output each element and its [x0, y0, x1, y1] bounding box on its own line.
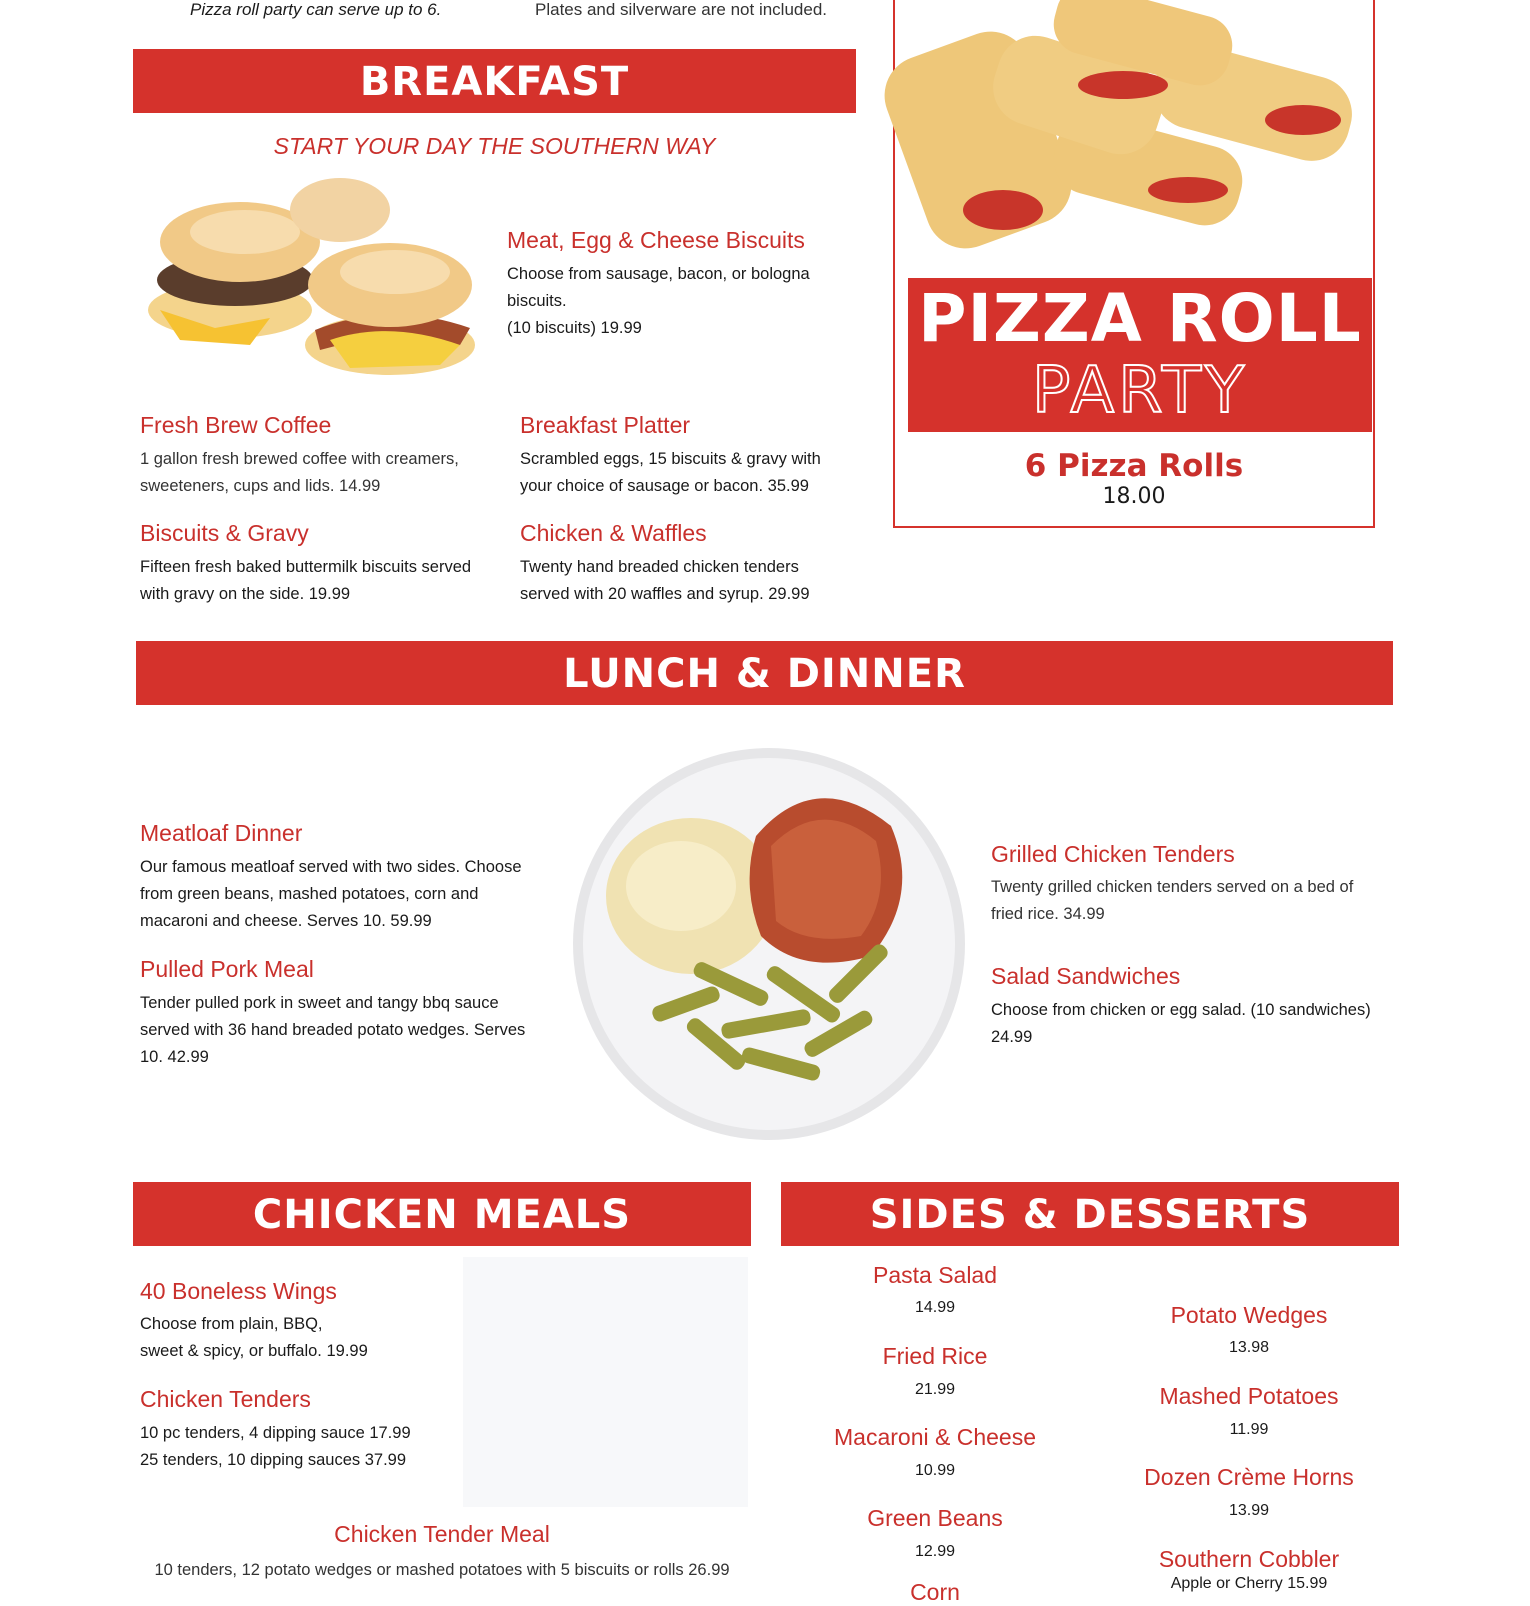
chicken-meals-title: CHICKEN MEALS	[252, 1192, 632, 1238]
desc-line: 1 gallon fresh brewed coffee with creamers,	[140, 450, 459, 468]
pizza-promo-item: 6 Pizza Rolls	[1024, 448, 1244, 484]
desc-line: sweeteners, cups and lids. 14.99	[140, 477, 381, 495]
item-desc	[140, 1420, 460, 1474]
side-dozen-creme-horns: Dozen Crème Horns	[1144, 1464, 1354, 1490]
item-chicken-tenders: Chicken Tenders	[140, 1386, 311, 1412]
item-salad-sandwiches: Salad Sandwiches	[991, 963, 1181, 989]
lunch-dinner-banner	[136, 641, 1393, 705]
item-desc	[140, 554, 510, 608]
breakfast-title: BREAKFAST	[359, 59, 630, 105]
plates-note: Plates and silverware are not included.	[535, 0, 827, 19]
item-breakfast-platter: Breakfast Platter	[520, 412, 691, 438]
desc-line: Choose from chicken or egg salad. (10 sandwiches)	[991, 1001, 1371, 1019]
breakfast-banner	[133, 49, 856, 113]
item-desc	[140, 446, 510, 500]
breakfast-subtitle: START YOUR DAY THE SOUTHERN WAY	[273, 133, 716, 159]
side-fried-rice: Fried Rice	[882, 1343, 988, 1369]
desc-line: Choose from plain, BBQ,	[140, 1315, 323, 1333]
desc-line: Tender pulled pork in sweet and tangy bbq sauce	[140, 994, 499, 1012]
side-southern-cobbler: Southern Cobbler	[1158, 1546, 1340, 1572]
side-price: 12.99	[914, 1543, 956, 1560]
side-potato-wedges: Potato Wedges	[1170, 1302, 1328, 1328]
desc-line: fried rice. 34.99	[991, 905, 1105, 923]
desc-line: 10 pc tenders, 4 dipping sauce 17.99	[140, 1424, 411, 1442]
item-desc: 10 tenders, 12 potato wedges or mashed potatoes with 5 biscuits or rolls 26.99	[154, 1561, 730, 1579]
desc-line: with gravy on the side. 19.99	[140, 585, 351, 603]
item-fresh-brew-coffee: Fresh Brew Coffee	[140, 412, 332, 438]
side-price: Apple or Cherry 15.99	[1170, 1575, 1328, 1592]
chicken-meals-banner	[133, 1182, 751, 1246]
item-chicken-tender-meal: Chicken Tender Meal	[334, 1521, 550, 1547]
lunch-dinner-title: LUNCH & DINNER	[563, 651, 966, 697]
desc-line: Twenty grilled chicken tenders served on a bed of	[991, 878, 1354, 896]
side-corn: Corn	[910, 1579, 960, 1605]
item-desc	[140, 1311, 460, 1365]
pizza-promo-price: 18.00	[1102, 484, 1166, 509]
meatloaf-plate-image	[571, 746, 967, 1142]
desc-line: Choose from sausage, bacon, or bologna	[507, 265, 810, 283]
desc-line: (10 biscuits) 19.99	[507, 319, 642, 337]
sides-desserts-title: SIDES & DESSERTS	[869, 1192, 1311, 1238]
item-desc	[520, 554, 860, 608]
side-mashed-potatoes: Mashed Potatoes	[1159, 1383, 1339, 1409]
side-price: 14.99	[914, 1299, 956, 1316]
desc-line: 25 tenders, 10 dipping sauces 37.99	[140, 1451, 407, 1469]
pizza-rolls-image	[883, 0, 1393, 260]
desc-line: Scrambled eggs, 15 biscuits & gravy with	[520, 450, 821, 468]
item-desc	[140, 990, 560, 1071]
desc-line: served with 20 waffles and syrup. 29.99	[520, 585, 810, 603]
pizza-promo-line2: PARTY	[1031, 354, 1249, 428]
item-meat-egg-cheese-biscuits: Meat, Egg & Cheese Biscuits	[507, 227, 805, 253]
desc-line: Twenty hand breaded chicken tenders	[520, 558, 799, 576]
item-desc	[507, 261, 847, 342]
item-desc	[140, 854, 560, 935]
chicken-image-placeholder	[463, 1257, 748, 1507]
side-price: 13.98	[1228, 1339, 1270, 1356]
item-meatloaf-dinner: Meatloaf Dinner	[140, 820, 303, 846]
desc-line: your choice of sausage or bacon. 35.99	[520, 477, 809, 495]
item-desc	[520, 446, 860, 500]
desc-line: 10. 42.99	[140, 1048, 209, 1066]
side-price: 10.99	[914, 1462, 956, 1479]
item-pulled-pork-meal: Pulled Pork Meal	[140, 956, 314, 982]
biscuits-image	[140, 170, 490, 395]
desc-line: Fifteen fresh baked buttermilk biscuits served	[140, 558, 472, 576]
side-macaroni-cheese: Macaroni & Cheese	[834, 1424, 1036, 1450]
desc-line: macaroni and cheese. Serves 10. 59.99	[140, 912, 432, 930]
item-desc	[991, 874, 1411, 928]
desc-line: 24.99	[991, 1028, 1033, 1046]
desc-line: served with 36 hand breaded potato wedges. Serves	[140, 1021, 526, 1039]
side-green-beans: Green Beans	[867, 1505, 1003, 1531]
side-price: 13.99	[1228, 1502, 1270, 1519]
desc-line: from green beans, mashed potatoes, corn and	[140, 885, 479, 903]
pizza-promo-banner	[908, 278, 1372, 432]
side-price: 11.99	[1229, 1421, 1269, 1438]
sides-desserts-banner	[781, 1182, 1399, 1246]
item-desc	[991, 997, 1411, 1051]
item-biscuits-gravy: Biscuits & Gravy	[140, 520, 309, 546]
side-price: 21.99	[914, 1381, 956, 1398]
item-grilled-chicken-tenders: Grilled Chicken Tenders	[991, 841, 1235, 867]
pizza-promo-line1: PIZZA ROLL	[918, 280, 1362, 357]
desc-line: Our famous meatloaf served with two sides. Choose	[140, 858, 522, 876]
side-pasta-salad: Pasta Salad	[872, 1262, 998, 1288]
desc-line: biscuits.	[507, 292, 567, 310]
desc-line: sweet & spicy, or buffalo. 19.99	[140, 1342, 368, 1360]
item-chicken-waffles: Chicken & Waffles	[520, 520, 707, 546]
item-boneless-wings: 40 Boneless Wings	[140, 1278, 337, 1304]
serves-note: Pizza roll party can serve up to 6.	[190, 0, 442, 19]
